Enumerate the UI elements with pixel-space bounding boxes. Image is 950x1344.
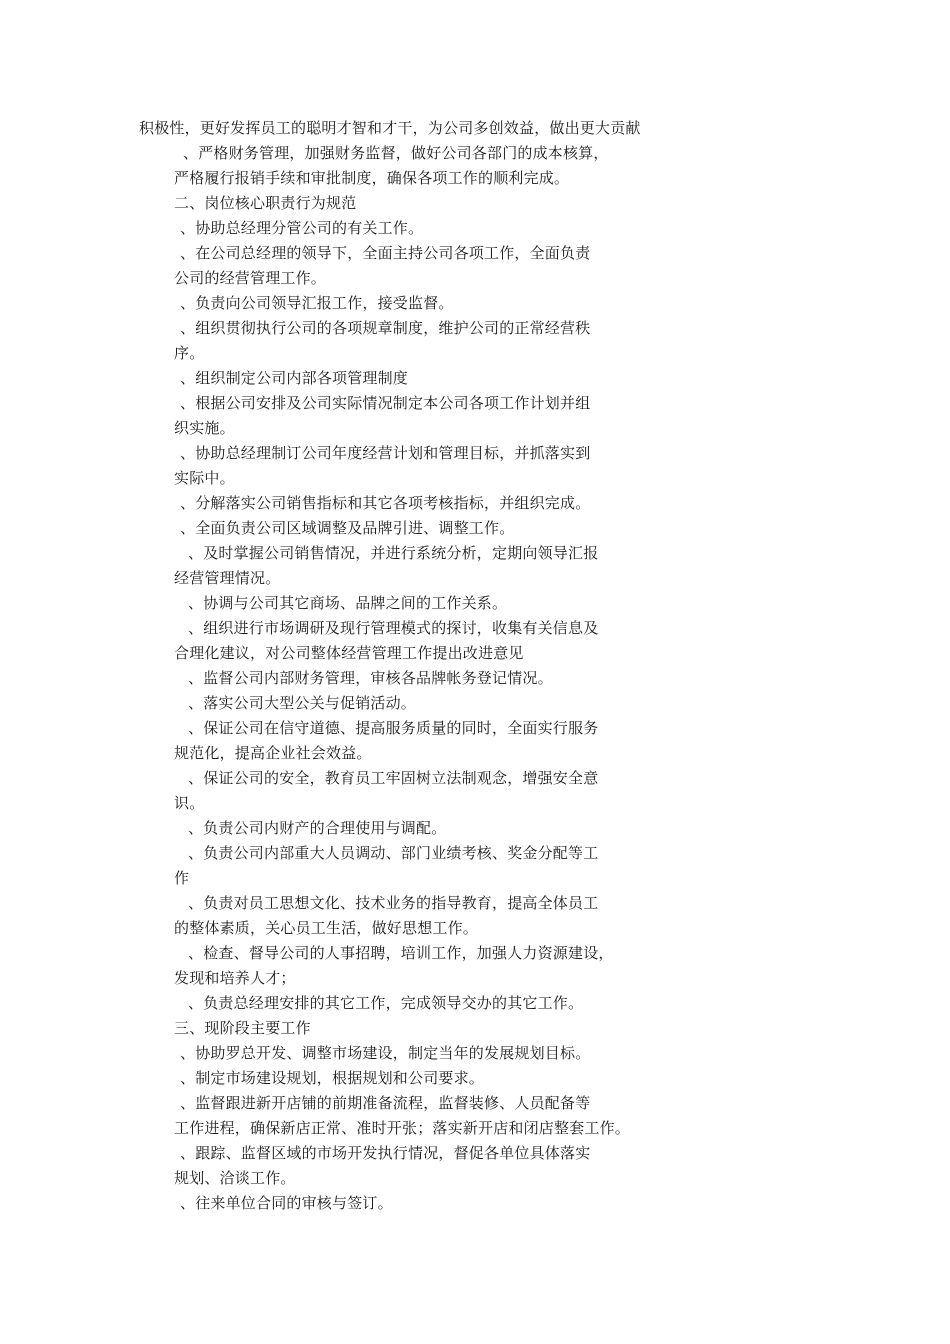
text-line: 的整体素质，关心员工生活，做好思想工作。 (174, 919, 479, 937)
text-line: 、协调与公司其它商场、品牌之间的工作关系。 (188, 594, 508, 612)
text-line: 织实施。 (174, 419, 235, 437)
text-line: 、及时掌握公司销售情况，并进行系统分析，定期向领导汇报 (188, 544, 599, 562)
text-line: 、检查、督导公司的人事招聘，培训工作，加强人力资源建设， (188, 944, 614, 962)
text-line: 、负责公司内部重大人员调动、部门业绩考核、奖金分配等工 (188, 844, 599, 862)
text-line: 合理化建议，对公司整体经营管理工作提出改进意见 (174, 644, 524, 662)
text-line: 序。 (174, 344, 205, 362)
text-line: 实际中。 (174, 469, 235, 487)
text-line: 、负责对员工思想文化、技术业务的指导教育，提高全体员工 (188, 894, 599, 912)
text-line: 、组织进行市场调研及现行管理模式的探讨，收集有关信息及 (188, 619, 599, 637)
text-line: 公司的经营管理工作。 (174, 269, 327, 287)
section-heading: 三、现阶段主要工作 (174, 1019, 311, 1037)
text-line: 规范化，提高企业社会效益。 (174, 744, 372, 762)
text-line: 、保证公司在信守道德、提高服务质量的同时，全面实行服务 (188, 719, 599, 737)
text-line: 、全面负责公司区域调整及品牌引进、调整工作。 (180, 519, 515, 537)
text-line: 、负责总经理安排的其它工作，完成领导交办的其它工作。 (188, 994, 584, 1012)
text-line: 经营管理情况。 (174, 569, 281, 587)
text-line: 、往来单位合同的审核与签订。 (180, 1194, 393, 1212)
text-line: 、监督公司内部财务管理，审核各品牌帐务登记情况。 (188, 669, 553, 687)
text-line: 、保证公司的安全，教育员工牢固树立法制观念，增强安全意 (188, 769, 599, 787)
text-line: 识。 (174, 794, 205, 812)
text-line: 、在公司总经理的领导下，全面主持公司各项工作，全面负责 (180, 244, 591, 262)
text-line: 、协助罗总开发、调整市场建设，制定当年的发展规划目标。 (180, 1044, 591, 1062)
text-line: 、负责向公司领导汇报工作，接受监督。 (180, 294, 454, 312)
text-line: 、制定市场建设规划，根据规划和公司要求。 (180, 1069, 485, 1087)
text-line: 、负责公司内财产的合理使用与调配。 (188, 819, 447, 837)
text-line: 发现和培养人才； (174, 969, 296, 987)
text-line: 、落实公司大型公关与促销活动。 (188, 694, 417, 712)
text-line: 严格履行报销手续和审批制度，确保各项工作的顺利完成。 (174, 169, 570, 187)
text-line: 、协助总经理分管公司的有关工作。 (180, 219, 424, 237)
text-line: 、跟踪、监督区域的市场开发执行情况，督促各单位具体落实 (180, 1144, 591, 1162)
text-line: 、协助总经理制订公司年度经营计划和管理目标，并抓落实到 (180, 444, 591, 462)
text-line: 、组织制定公司内部各项管理制度 (180, 369, 409, 387)
text-line: 、分解落实公司销售指标和其它各项考核指标，并组织完成。 (180, 494, 591, 512)
text-line: 积极性，更好发挥员工的聪明才智和才干，为公司多创效益，做出更大贡献 (139, 119, 641, 137)
section-heading: 二、岗位核心职责行为规范 (174, 194, 357, 212)
text-line: 作 (174, 869, 190, 887)
text-line: 工作进程，确保新店正常、准时开张；落实新开店和闭店整套工作。 (174, 1119, 631, 1137)
text-line: 、严格财务管理，加强财务监督，做好公司各部门的成本核算， (183, 144, 609, 162)
text-line: 、监督跟进新开店铺的前期准备流程，监督装修、人员配备等 (180, 1094, 591, 1112)
text-line: 、根据公司安排及公司实际情况制定本公司各项工作计划并组 (180, 394, 591, 412)
text-line: 、组织贯彻执行公司的各项规章制度，维护公司的正常经营秩 (180, 319, 591, 337)
text-line: 规划、洽谈工作。 (174, 1169, 296, 1187)
